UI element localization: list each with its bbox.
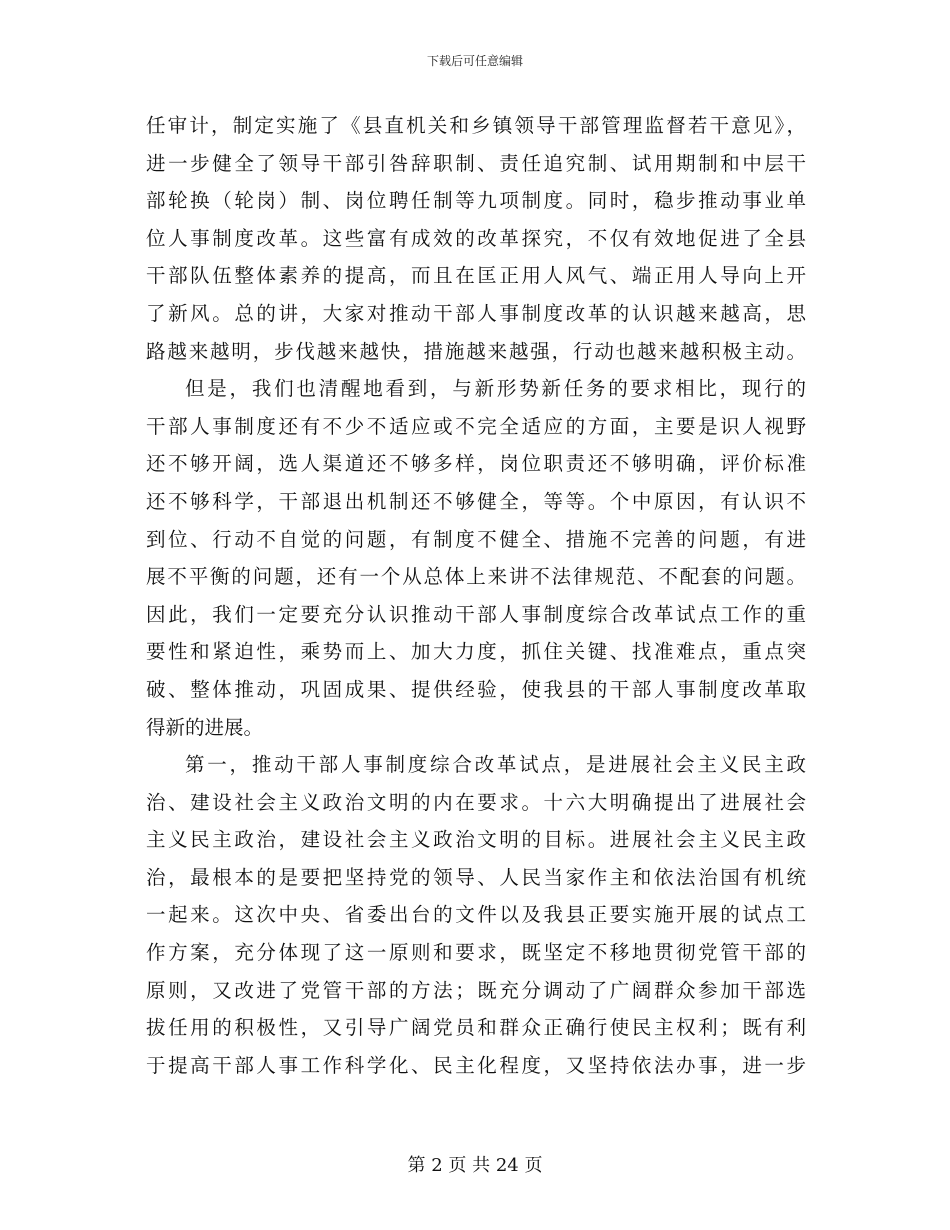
text-line: 进一步健全了领导干部引咎辞职制、责任追究制、试用期制和中层干	[146, 151, 806, 175]
text-line: 干部人事制度还有不少不适应或不完全适应的方面，主要是识人视野	[146, 414, 806, 438]
text-line: 展不平衡的问题，还有一个从总体上来讲不法律规范、不配套的问题。	[146, 565, 806, 589]
text-line: 位人事制度改革。这些富有成效的改革探究，不仅有效地促进了全县	[146, 226, 806, 250]
text-line: 路越来越明，步伐越来越快，措施越来越强，行动也越来越积极主动。	[146, 339, 806, 363]
text-line: 于提高干部人事工作科学化、民主化程度，又坚持依法办事，进一步	[146, 1053, 806, 1077]
text-line: 拔任用的积极性，又引导广阔党员和群众正确行使民主权利；既有利	[146, 1016, 806, 1040]
page-number-footer: 第 2 页 共 24 页	[407, 1155, 543, 1176]
document-body	[146, 107, 806, 1084]
text-line: 原则，又改进了党管干部的方法；既充分调动了广阔群众参加干部选	[146, 978, 806, 1002]
text-line: 治，最根本的是要把坚持党的领导、人民当家作主和依法治国有机统	[146, 865, 806, 889]
text-line: 干部队伍整体素养的提高，而且在匡正用人风气、端正用人导向上开	[146, 264, 806, 288]
text-line: 到位、行动不自觉的问题，有制度不健全、措施不完善的问题，有进	[146, 527, 806, 551]
text-line: 部轮换（轮岗）制、岗位聘任制等九项制度。同时，稳步推动事业单	[146, 189, 806, 213]
text-line: 破、整体推动，巩固成果、提供经验，使我县的干部人事制度改革取	[146, 677, 806, 701]
text-line: 一起来。这次中央、省委出台的文件以及我县正要实施开展的试点工	[146, 903, 806, 927]
text-line: 了新风。总的讲，大家对推动干部人事制度改革的认识越来越高，思	[146, 301, 806, 325]
text-line: 任审计，制定实施了《县直机关和乡镇领导干部管理监督若干意见》，	[146, 114, 806, 137]
text-line: 要性和紧迫性，乘势而上、加大力度，抓住关键、找准难点，重点突	[146, 640, 806, 664]
text-line: 治、建设社会主义政治文明的内在要求。十六大明确提出了进展社会	[146, 790, 806, 814]
text-line: 还不够开阔，选人渠道还不够多样，岗位职责还不够明确，评价标准	[146, 452, 806, 476]
text-line: 还不够科学，干部退出机制还不够健全，等等。个中原因，有认识不	[146, 489, 806, 513]
text-line: 因此，我们一定要充分认识推动干部人事制度综合改革试点工作的重	[146, 602, 806, 626]
page-header-note: 下载后可任意编辑	[426, 54, 523, 68]
paragraph-start-line: 第一，推动干部人事制度综合改革试点，是进展社会主义民主政	[185, 753, 806, 777]
text-line: 得新的进展。	[146, 715, 264, 739]
text-line: 作方案，充分体现了这一原则和要求，既坚定不移地贯彻党管干部的	[146, 941, 806, 965]
text-line: 主义民主政治，建设社会主义政治文明的目标。进展社会主义民主政	[146, 828, 806, 852]
paragraph-start-line: 但是，我们也清醒地看到，与新形势新任务的要求相比，现行的	[185, 377, 806, 401]
